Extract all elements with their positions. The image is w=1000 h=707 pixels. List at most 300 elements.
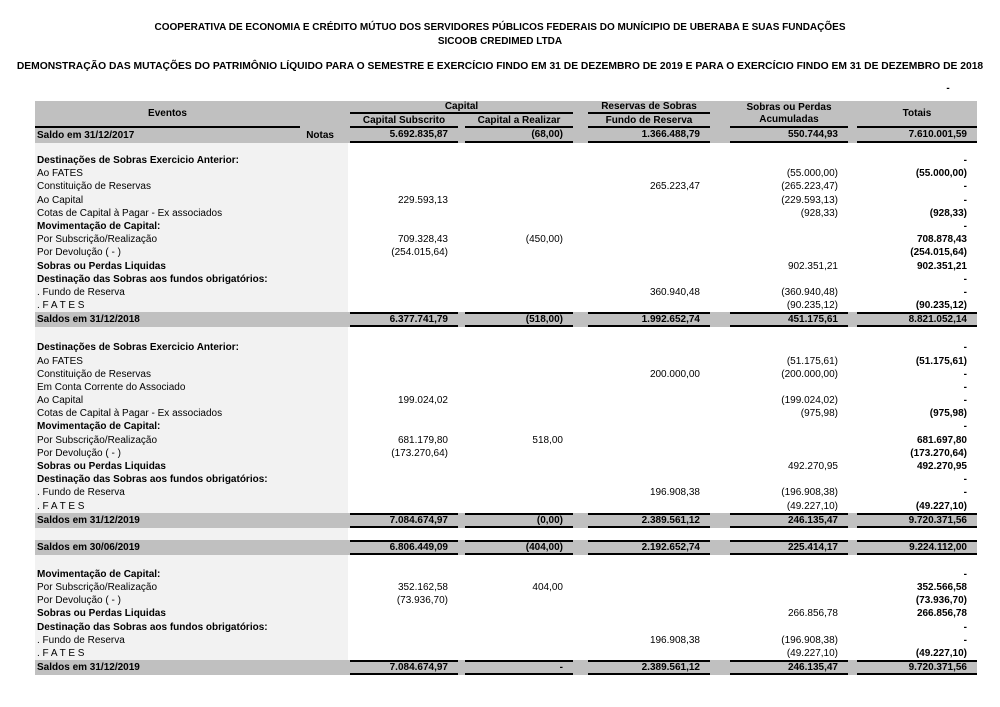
cell-sobras-acumuladas: (199.024,02) xyxy=(781,395,838,407)
table-header xyxy=(35,101,977,128)
table-row xyxy=(35,299,977,312)
cell-totais: (90.235,12) xyxy=(915,300,967,312)
cell-sobras-acumuladas xyxy=(730,581,848,594)
cell-sobras-acumuladas: (975,98) xyxy=(800,408,838,420)
cell-fundo-de-reserva xyxy=(588,167,710,180)
cell-fundo-de-reserva xyxy=(588,273,710,286)
cell-capital-a-realizar xyxy=(465,286,573,299)
row-notas-cell xyxy=(300,207,348,220)
cell-sobras-acumuladas xyxy=(730,620,848,633)
cell-totais: 681.697,80 xyxy=(916,434,967,446)
row-notas-cell xyxy=(300,341,348,354)
cell-capital-subscrito xyxy=(350,647,458,660)
cell-totais: 7.610.001,59 xyxy=(857,128,977,143)
row-notas-cell xyxy=(300,407,348,420)
cell-totais: - xyxy=(963,273,967,285)
cell-capital-a-realizar xyxy=(465,594,573,607)
cell-capital-a-realizar xyxy=(465,154,573,167)
cell-capital-subscrito xyxy=(350,273,458,286)
cell-capital-subscrito: (254.015,64) xyxy=(391,247,448,259)
table-row xyxy=(35,486,977,499)
row-notas-cell xyxy=(300,647,348,660)
cell-capital-subscrito xyxy=(350,473,458,486)
cell-fundo-de-reserva xyxy=(588,394,710,407)
table-total-row xyxy=(35,312,977,327)
cell-fundo-de-reserva: 2.192.652,74 xyxy=(588,540,710,555)
cell-fundo-de-reserva: 2.389.561,12 xyxy=(588,513,710,528)
cell-capital-a-realizar: 518,00 xyxy=(532,434,563,446)
cell-capital-subscrito: 6.377.741,79 xyxy=(350,312,458,327)
cell-fundo-de-reserva xyxy=(588,194,710,207)
table-row xyxy=(35,194,977,207)
row-label: Cotas de Capital à Pagar - Ex associados xyxy=(35,407,300,420)
cell-capital-a-realizar xyxy=(465,394,573,407)
table-row xyxy=(35,500,977,513)
row-label: Por Devolução ( - ) xyxy=(35,447,300,460)
cell-capital-subscrito xyxy=(350,500,458,513)
cell-sobras-acumuladas: (360.940,48) xyxy=(781,286,838,298)
cell-totais: - xyxy=(963,395,967,407)
row-notas-cell xyxy=(300,513,348,528)
row-notas-cell xyxy=(300,233,348,246)
row-label: Movimentação de Capital: xyxy=(35,568,300,581)
cell-capital-a-realizar xyxy=(465,354,573,367)
cell-capital-a-realizar xyxy=(465,368,573,381)
opening-balance-row xyxy=(35,128,977,143)
cell-fundo-de-reserva xyxy=(588,407,710,420)
cell-sobras-acumuladas: (196.908,38) xyxy=(781,634,838,646)
cell-fundo-de-reserva: 360.940,48 xyxy=(649,286,700,298)
cell-sobras-acumuladas: 246.135,47 xyxy=(730,513,848,528)
table-row xyxy=(35,286,977,299)
cell-totais: 492.270,95 xyxy=(916,461,967,473)
cell-capital-a-realizar xyxy=(465,420,573,433)
cell-capital-a-realizar xyxy=(465,180,573,193)
cell-sobras-acumuladas: (51.175,61) xyxy=(786,355,838,367)
cell-fundo-de-reserva: 196.908,38 xyxy=(649,487,700,499)
row-label: Saldo em 31/12/2017 xyxy=(37,130,135,141)
cell-sobras-acumuladas xyxy=(730,434,848,447)
cell-sobras-acumuladas: (55.000,00) xyxy=(786,168,838,180)
table-row xyxy=(35,434,977,447)
cell-totais: (173.270,64) xyxy=(910,447,967,459)
table-spacer-row xyxy=(35,555,977,568)
cell-totais: - xyxy=(963,487,967,499)
cell-fundo-de-reserva xyxy=(588,647,710,660)
cell-totais: 9.224.112,00 xyxy=(857,540,977,555)
table-row xyxy=(35,473,977,486)
row-notas-cell xyxy=(300,420,348,433)
row-notas-cell xyxy=(300,634,348,647)
cell-fundo-de-reserva xyxy=(588,154,710,167)
cell-fundo-de-reserva xyxy=(588,500,710,513)
row-label: Sobras ou Perdas Liquidas xyxy=(35,460,300,473)
row-label: Constituição de Reservas xyxy=(35,180,300,193)
row-notas-cell xyxy=(300,354,348,367)
table-row xyxy=(35,246,977,259)
row-label: Por Devolução ( - ) xyxy=(35,246,300,259)
table-row xyxy=(35,381,977,394)
row-label: Destinações de Sobras Exercicio Anterior: xyxy=(35,341,300,354)
row-label: . Fundo de Reserva xyxy=(35,486,300,499)
cell-totais: - xyxy=(963,568,967,580)
row-label: Por Devolução ( - ) xyxy=(35,594,300,607)
header-fundo-de-reserva: Fundo de Reserva xyxy=(588,114,710,128)
cell-capital-subscrito xyxy=(350,180,458,193)
cell-capital-a-realizar xyxy=(465,407,573,420)
cell-capital-subscrito xyxy=(350,381,458,394)
equity-mutations-table xyxy=(35,101,977,675)
company-name: COOPERATIVA DE ECONOMIA E CRÉDITO MÚTUO DOS SERVIDORES PÚBLICOS FEDERAIS DO MUNÍCIPIO DE UBERABA E SUAS FUNDAÇÕES xyxy=(154,22,846,33)
table-row xyxy=(35,167,977,180)
cell-sobras-acumuladas xyxy=(730,341,848,354)
cell-capital-a-realizar: 404,00 xyxy=(532,581,563,593)
cell-sobras-acumuladas: (265.223,47) xyxy=(781,181,838,193)
cell-totais: - xyxy=(963,194,967,206)
row-notas-cell xyxy=(300,368,348,381)
cell-capital-subscrito xyxy=(350,368,458,381)
cell-sobras-acumuladas: (229.593,13) xyxy=(781,194,838,206)
row-notas-cell xyxy=(300,180,348,193)
stray-dash: - xyxy=(946,83,950,94)
cell-fundo-de-reserva xyxy=(588,299,710,312)
row-label: Sobras ou Perdas Liquidas xyxy=(35,260,300,273)
cell-sobras-acumuladas: (90.235,12) xyxy=(786,300,838,312)
cell-capital-a-realizar xyxy=(465,620,573,633)
row-label: Por Subscrição/Realização xyxy=(35,581,300,594)
cell-capital-subscrito: (173.270,64) xyxy=(391,447,448,459)
cell-sobras-acumuladas xyxy=(730,473,848,486)
row-label: Cotas de Capital à Pagar - Ex associados xyxy=(35,207,300,220)
row-notas-cell xyxy=(300,607,348,620)
row-notas-cell xyxy=(300,447,348,460)
cell-totais: (51.175,61) xyxy=(915,355,967,367)
table-row xyxy=(35,368,977,381)
header-reservas-group xyxy=(588,101,710,128)
cell-totais: - xyxy=(963,381,967,393)
page-title: DEMONSTRAÇÃO DAS MUTAÇÕES DO PATRIMÔNIO LÍQUIDO PARA O SEMESTRE E EXERCÍCIO FINDO EM 31 DE DEZEMBRO DE 2019 E PARA O EXERCÍCIO FINDO EM 31 DE DEZEMBRO DE 2018 xyxy=(16,61,984,72)
row-notas-cell xyxy=(300,594,348,607)
cell-totais: - xyxy=(963,474,967,486)
cell-capital-a-realizar xyxy=(465,486,573,499)
row-label: Saldos em 31/12/2019 xyxy=(37,662,140,673)
cell-capital-subscrito xyxy=(350,341,458,354)
cell-totais: 266.856,78 xyxy=(916,608,967,620)
cell-fundo-de-reserva xyxy=(588,434,710,447)
row-notas-cell xyxy=(300,381,348,394)
header-sobras-line2: Acumuladas xyxy=(759,113,819,125)
cell-fundo-de-reserva: 1.992.652,74 xyxy=(588,312,710,327)
cell-fundo-de-reserva xyxy=(588,568,710,581)
cell-totais: (254.015,64) xyxy=(910,247,967,259)
cell-capital-subscrito xyxy=(350,607,458,620)
cell-fundo-de-reserva xyxy=(588,233,710,246)
cell-fundo-de-reserva xyxy=(588,246,710,259)
cell-totais: (928,33) xyxy=(929,207,967,219)
cell-capital-subscrito: 5.692.835,87 xyxy=(350,128,458,143)
table-row xyxy=(35,594,977,607)
table-row xyxy=(35,180,977,193)
row-notas-cell xyxy=(300,154,348,167)
table-row xyxy=(35,273,977,286)
row-label: . F A T E S xyxy=(35,500,300,513)
row-label: Em Conta Corrente do Associado xyxy=(35,381,300,394)
cell-sobras-acumuladas: 451.175,61 xyxy=(730,312,848,327)
row-label: . Fundo de Reserva xyxy=(35,286,300,299)
cell-totais: - xyxy=(963,155,967,167)
row-notas-cell xyxy=(300,273,348,286)
cell-capital-subscrito: 199.024,02 xyxy=(397,395,448,407)
row-notas-cell xyxy=(300,460,348,473)
cell-capital-a-realizar xyxy=(465,299,573,312)
cell-sobras-acumuladas: 246.135,47 xyxy=(730,660,848,675)
cell-totais: 9.720.371,56 xyxy=(857,660,977,675)
cell-sobras-acumuladas: (200.000,00) xyxy=(781,368,838,380)
cell-sobras-acumuladas xyxy=(730,447,848,460)
row-notas-cell xyxy=(300,568,348,581)
cell-capital-subscrito: 6.806.449,09 xyxy=(350,540,458,555)
table-row xyxy=(35,620,977,633)
cell-capital-subscrito: 709.328,43 xyxy=(397,234,448,246)
cell-sobras-acumuladas: 225.414,17 xyxy=(730,540,848,555)
cell-sobras-acumuladas: 902.351,21 xyxy=(787,260,838,272)
cell-capital-subscrito: 229.593,13 xyxy=(397,194,448,206)
cell-capital-subscrito xyxy=(350,420,458,433)
cell-capital-a-realizar: (404,00) xyxy=(465,540,573,555)
cell-totais: - xyxy=(963,221,967,233)
row-label: Saldos em 30/06/2019 xyxy=(37,541,140,553)
row-notas-cell xyxy=(300,660,348,675)
cell-capital-a-realizar xyxy=(465,194,573,207)
cell-capital-subscrito xyxy=(350,486,458,499)
header-sobras-line1: Sobras ou Perdas xyxy=(746,101,832,113)
cell-sobras-acumuladas: (49.227,10) xyxy=(786,500,838,512)
cell-sobras-acumuladas xyxy=(730,594,848,607)
cell-sobras-acumuladas xyxy=(730,220,848,233)
cell-totais: - xyxy=(963,286,967,298)
row-notas-cell xyxy=(300,581,348,594)
cell-totais: (49.227,10) xyxy=(915,647,967,659)
cell-capital-a-realizar xyxy=(465,568,573,581)
cell-capital-subscrito: 352.162,58 xyxy=(397,581,448,593)
cell-sobras-acumuladas: (196.908,38) xyxy=(781,487,838,499)
row-notas-cell xyxy=(300,286,348,299)
notas-column-header: Notas xyxy=(306,130,334,141)
cell-capital-subscrito xyxy=(350,568,458,581)
row-label: Ao FATES xyxy=(35,354,300,367)
table-row xyxy=(35,460,977,473)
row-notas-cell xyxy=(300,500,348,513)
cell-capital-subscrito xyxy=(350,260,458,273)
table-row xyxy=(35,220,977,233)
row-notas-cell xyxy=(300,220,348,233)
cell-capital-a-realizar: (518,00) xyxy=(465,312,573,327)
cell-capital-a-realizar xyxy=(465,220,573,233)
table-row xyxy=(35,233,977,246)
table-row xyxy=(35,447,977,460)
cell-fundo-de-reserva xyxy=(588,447,710,460)
company-subname: SICOOB CREDIMED LTDA xyxy=(437,36,563,47)
cell-capital-subscrito xyxy=(350,620,458,633)
row-label: Saldos em 31/12/2018 xyxy=(37,314,140,326)
row-notas-cell xyxy=(300,486,348,499)
cell-capital-subscrito: 7.084.674,97 xyxy=(350,660,458,675)
row-label: Destinação das Sobras aos fundos obrigatórios: xyxy=(35,473,300,486)
row-label: Ao Capital xyxy=(35,394,300,407)
cell-sobras-acumuladas xyxy=(730,246,848,259)
row-label: Saldos em 31/12/2019 xyxy=(37,514,140,526)
table-row xyxy=(35,154,977,167)
cell-totais: (975,98) xyxy=(929,408,967,420)
row-label: Sobras ou Perdas Liquidas xyxy=(35,607,300,620)
header-capital: Capital xyxy=(350,101,573,114)
row-notas-cell xyxy=(300,167,348,180)
cell-totais: - xyxy=(963,634,967,646)
cell-capital-subscrito xyxy=(350,407,458,420)
cell-totais: - xyxy=(963,368,967,380)
cell-capital-subscrito xyxy=(350,220,458,233)
row-notas-cell xyxy=(300,312,348,327)
cell-sobras-acumuladas: (928,33) xyxy=(800,207,838,219)
cell-totais: - xyxy=(963,421,967,433)
header-capital-group xyxy=(350,101,573,128)
cell-capital-subscrito xyxy=(350,634,458,647)
header-eventos: Eventos xyxy=(35,101,300,128)
cell-capital-a-realizar: (450,00) xyxy=(525,234,563,246)
cell-capital-a-realizar xyxy=(465,647,573,660)
cell-fundo-de-reserva xyxy=(588,473,710,486)
cell-fundo-de-reserva: 2.389.561,12 xyxy=(588,660,710,675)
cell-capital-a-realizar xyxy=(465,473,573,486)
cell-totais: 8.821.052,14 xyxy=(857,312,977,327)
cell-totais: 902.351,21 xyxy=(916,260,967,272)
table-row xyxy=(35,581,977,594)
cell-totais: 9.720.371,56 xyxy=(857,513,977,528)
cell-totais: 352.566,58 xyxy=(916,581,967,593)
cell-sobras-acumuladas xyxy=(730,154,848,167)
cell-sobras-acumuladas: (49.227,10) xyxy=(786,647,838,659)
table-row xyxy=(35,354,977,367)
cell-capital-a-realizar xyxy=(465,634,573,647)
cell-fundo-de-reserva: 196.908,38 xyxy=(649,634,700,646)
cell-fundo-de-reserva xyxy=(588,620,710,633)
table-spacer-row xyxy=(35,143,977,154)
cell-totais: 708.878,43 xyxy=(916,234,967,246)
cell-capital-a-realizar xyxy=(465,167,573,180)
cell-totais: (73.936,70) xyxy=(915,595,967,607)
header-capital-subscrito: Capital Subscrito xyxy=(350,114,458,128)
cell-capital-a-realizar xyxy=(465,607,573,620)
row-label: Ao FATES xyxy=(35,167,300,180)
cell-capital-a-realizar: - xyxy=(465,660,573,675)
cell-capital-a-realizar xyxy=(465,500,573,513)
column-gap xyxy=(458,114,465,128)
row-notas-cell xyxy=(300,540,348,555)
row-label: Movimentação de Capital: xyxy=(35,420,300,433)
cell-sobras-acumuladas xyxy=(730,420,848,433)
table-total-row xyxy=(35,540,977,555)
events-column-band xyxy=(35,555,348,568)
cell-capital-a-realizar xyxy=(465,260,573,273)
cell-totais: (49.227,10) xyxy=(915,500,967,512)
header-totais: Totais xyxy=(857,101,977,128)
header-notas-spacer xyxy=(300,101,348,128)
cell-fundo-de-reserva xyxy=(588,341,710,354)
cell-fundo-de-reserva: 200.000,00 xyxy=(649,368,700,380)
cell-fundo-de-reserva xyxy=(588,207,710,220)
row-notas-cell xyxy=(300,260,348,273)
cell-sobras-acumuladas: 550.744,93 xyxy=(730,128,848,143)
cell-capital-a-realizar: (68,00) xyxy=(465,128,573,143)
cell-capital-subscrito xyxy=(350,286,458,299)
cell-capital-subscrito xyxy=(350,460,458,473)
cell-capital-a-realizar: (0,00) xyxy=(465,513,573,528)
cell-capital-subscrito xyxy=(350,354,458,367)
cell-fundo-de-reserva xyxy=(588,260,710,273)
row-notas-cell xyxy=(300,299,348,312)
row-label: Constituição de Reservas xyxy=(35,368,300,381)
cell-capital-subscrito: (73.936,70) xyxy=(396,595,448,607)
cell-sobras-acumuladas xyxy=(730,381,848,394)
table-spacer-row xyxy=(35,327,977,341)
cell-sobras-acumuladas: 492.270,95 xyxy=(787,461,838,473)
cell-fundo-de-reserva xyxy=(588,354,710,367)
row-label: Ao Capital xyxy=(35,194,300,207)
table-row xyxy=(35,607,977,620)
row-label: . F A T E S xyxy=(35,299,300,312)
row-label: Destinação das Sobras aos fundos obrigatórios: xyxy=(35,620,300,633)
table-row xyxy=(35,407,977,420)
events-column-band xyxy=(35,327,348,341)
cell-fundo-de-reserva xyxy=(588,607,710,620)
cell-totais: - xyxy=(963,621,967,633)
cell-capital-subscrito xyxy=(350,167,458,180)
cell-fundo-de-reserva: 1.366.488,79 xyxy=(588,128,710,143)
events-column-band xyxy=(35,528,348,540)
row-notas-cell xyxy=(300,194,348,207)
header-capital-a-realizar: Capital a Realizar xyxy=(465,114,573,128)
cell-sobras-acumuladas xyxy=(730,568,848,581)
header-sobras-ou-perdas xyxy=(730,101,848,128)
table-total-row xyxy=(35,660,977,675)
cell-totais: (55.000,00) xyxy=(915,168,967,180)
row-notas-cell xyxy=(300,473,348,486)
row-notas-cell xyxy=(300,246,348,259)
table-row xyxy=(35,394,977,407)
table-row xyxy=(35,420,977,433)
row-label: Destinação das Sobras aos fundos obrigatórios: xyxy=(35,273,300,286)
cell-capital-subscrito: 7.084.674,97 xyxy=(350,513,458,528)
cell-fundo-de-reserva xyxy=(588,220,710,233)
table-row xyxy=(35,634,977,647)
cell-capital-a-realizar xyxy=(465,207,573,220)
cell-fundo-de-reserva xyxy=(588,381,710,394)
cell-capital-a-realizar xyxy=(465,341,573,354)
cell-totais: - xyxy=(963,181,967,193)
cell-capital-subscrito xyxy=(350,299,458,312)
table-row xyxy=(35,647,977,660)
cell-capital-subscrito xyxy=(350,207,458,220)
cell-capital-a-realizar xyxy=(465,246,573,259)
events-column-band xyxy=(35,143,348,154)
table-row xyxy=(35,568,977,581)
cell-capital-subscrito: 681.179,80 xyxy=(397,434,448,446)
cell-sobras-acumuladas: 266.856,78 xyxy=(787,608,838,620)
row-label: . F A T E S xyxy=(35,647,300,660)
cell-fundo-de-reserva xyxy=(588,420,710,433)
header-reservas-de-sobras: Reservas de Sobras xyxy=(588,101,710,114)
cell-fundo-de-reserva xyxy=(588,594,710,607)
